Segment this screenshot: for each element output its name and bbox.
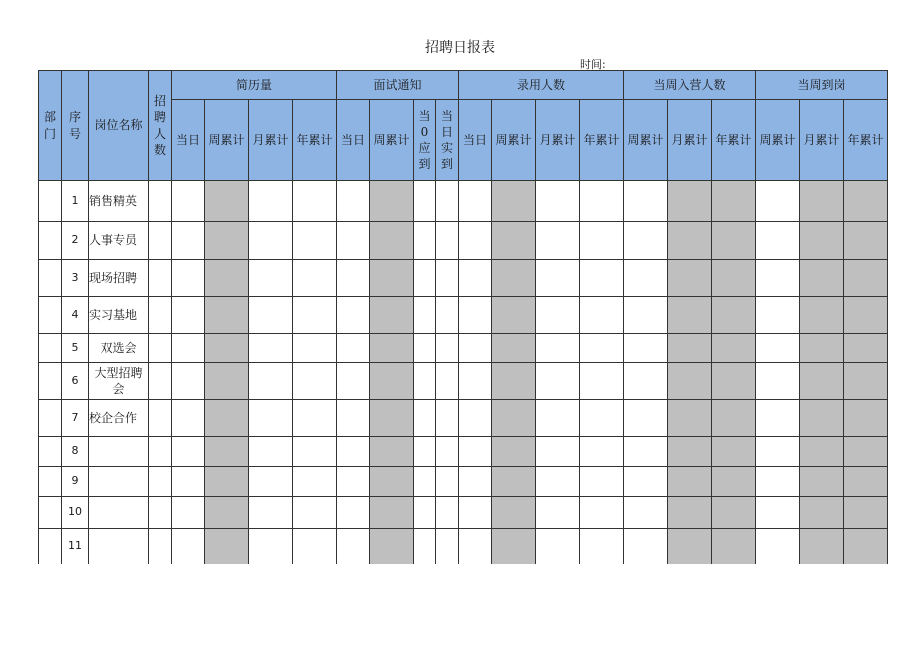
table-cell xyxy=(624,297,668,334)
table-cell xyxy=(149,334,172,363)
time-label: 时间: xyxy=(580,58,606,71)
table-cell xyxy=(844,437,888,467)
table-cell xyxy=(149,222,172,260)
table-cell xyxy=(436,222,459,260)
table-cell xyxy=(205,297,249,334)
table-cell xyxy=(436,363,459,400)
table-cell xyxy=(844,222,888,260)
table-cell xyxy=(459,181,492,222)
table-cell xyxy=(337,467,370,497)
table-cell xyxy=(492,222,536,260)
table-cell xyxy=(580,260,624,297)
table-cell xyxy=(414,467,436,497)
table-cell xyxy=(580,297,624,334)
interview-today-header: 当日 xyxy=(337,100,370,181)
table-cell xyxy=(414,334,436,363)
table-cell xyxy=(668,260,712,297)
dept-header: 部门 xyxy=(39,71,62,181)
table-cell xyxy=(293,222,337,260)
table-cell xyxy=(149,437,172,467)
table-cell xyxy=(580,363,624,400)
table-cell xyxy=(580,437,624,467)
table-cell xyxy=(414,181,436,222)
table-cell xyxy=(844,181,888,222)
table-cell xyxy=(205,222,249,260)
table-cell xyxy=(293,467,337,497)
row-position: 人事专员 xyxy=(89,222,149,260)
table-cell xyxy=(172,497,205,529)
onboard-year-header: 年累计 xyxy=(844,100,888,181)
table-cell xyxy=(436,529,459,564)
table-cell xyxy=(536,529,580,564)
table-cell xyxy=(712,497,756,529)
table-cell xyxy=(536,222,580,260)
table-row xyxy=(39,497,888,529)
table-cell xyxy=(205,181,249,222)
table-cell xyxy=(172,400,205,437)
week-onboard-group-header: 当周到岗 xyxy=(756,71,888,100)
table-cell xyxy=(249,437,293,467)
table-cell xyxy=(459,260,492,297)
row-position xyxy=(89,529,149,564)
table-cell xyxy=(337,334,370,363)
table-cell xyxy=(536,467,580,497)
table-cell xyxy=(337,222,370,260)
table-cell xyxy=(624,334,668,363)
row-seq: 9 xyxy=(62,467,89,497)
table-cell xyxy=(492,181,536,222)
row-seq: 3 xyxy=(62,260,89,297)
table-cell xyxy=(172,222,205,260)
table-cell xyxy=(580,497,624,529)
table-cell xyxy=(39,529,62,564)
table-cell xyxy=(39,400,62,437)
row-seq: 4 xyxy=(62,297,89,334)
table-cell xyxy=(39,467,62,497)
table-cell xyxy=(172,467,205,497)
table-cell xyxy=(492,363,536,400)
table-cell xyxy=(370,181,414,222)
table-cell xyxy=(337,181,370,222)
table-cell xyxy=(436,437,459,467)
table-cell xyxy=(712,181,756,222)
table-cell xyxy=(293,400,337,437)
report-title: 招聘日报表 xyxy=(425,40,495,56)
table-cell xyxy=(172,334,205,363)
table-cell xyxy=(800,363,844,400)
table-cell xyxy=(580,181,624,222)
table-cell xyxy=(492,529,536,564)
table-cell xyxy=(337,529,370,564)
table-cell xyxy=(624,400,668,437)
table-cell xyxy=(149,297,172,334)
table-cell xyxy=(293,363,337,400)
row-seq: 10 xyxy=(62,497,89,529)
table-cell xyxy=(205,437,249,467)
week-join-group-header: 当周入营人数 xyxy=(624,71,756,100)
table-cell xyxy=(459,334,492,363)
table-cell xyxy=(414,297,436,334)
table-cell xyxy=(668,400,712,437)
table-cell xyxy=(293,260,337,297)
table-cell xyxy=(536,437,580,467)
table-cell xyxy=(712,260,756,297)
hired-week-header: 周累计 xyxy=(492,100,536,181)
table-cell xyxy=(844,497,888,529)
table-cell xyxy=(668,181,712,222)
table-row xyxy=(39,260,888,297)
table-cell xyxy=(293,529,337,564)
join-year-header: 年累计 xyxy=(712,100,756,181)
table-row xyxy=(39,181,888,222)
table-cell xyxy=(800,437,844,467)
table-cell xyxy=(756,181,800,222)
table-cell xyxy=(800,181,844,222)
table-cell xyxy=(844,334,888,363)
table-cell xyxy=(800,334,844,363)
table-cell xyxy=(536,260,580,297)
table-cell xyxy=(624,467,668,497)
hired-group-header: 录用人数 xyxy=(459,71,624,100)
join-week-header: 周累计 xyxy=(624,100,668,181)
table-cell xyxy=(414,400,436,437)
table-cell xyxy=(414,497,436,529)
table-cell xyxy=(624,363,668,400)
table-cell xyxy=(459,297,492,334)
row-position: 双选会 xyxy=(89,334,149,363)
table-cell xyxy=(712,437,756,467)
table-cell xyxy=(249,297,293,334)
table-cell xyxy=(370,222,414,260)
table-cell xyxy=(459,363,492,400)
table-cell xyxy=(436,400,459,437)
row-position: 销售精英 xyxy=(89,181,149,222)
table-cell xyxy=(293,297,337,334)
row-position: 现场招聘 xyxy=(89,260,149,297)
table-cell xyxy=(844,529,888,564)
table-cell xyxy=(492,467,536,497)
row-seq: 7 xyxy=(62,400,89,437)
table-cell xyxy=(712,222,756,260)
table-cell xyxy=(580,334,624,363)
table-cell xyxy=(205,529,249,564)
interview-week-header: 周累计 xyxy=(370,100,414,181)
table-cell xyxy=(536,181,580,222)
table-row xyxy=(39,529,888,564)
table-cell xyxy=(580,400,624,437)
row-seq: 1 xyxy=(62,181,89,222)
table-cell xyxy=(459,400,492,437)
table-cell xyxy=(668,297,712,334)
table-cell xyxy=(800,260,844,297)
table-cell xyxy=(624,222,668,260)
table-cell xyxy=(712,297,756,334)
table-cell xyxy=(436,297,459,334)
table-cell xyxy=(459,497,492,529)
table-cell xyxy=(492,437,536,467)
table-cell xyxy=(39,497,62,529)
table-cell xyxy=(149,181,172,222)
row-position: 实习基地 xyxy=(89,297,149,334)
table-row xyxy=(39,222,888,260)
table-cell xyxy=(756,497,800,529)
table-row xyxy=(39,400,888,437)
table-cell xyxy=(370,437,414,467)
resume-month-header: 月累计 xyxy=(249,100,293,181)
table-cell xyxy=(436,181,459,222)
table-cell xyxy=(249,222,293,260)
table-cell xyxy=(800,497,844,529)
table-cell xyxy=(149,400,172,437)
table-cell xyxy=(39,437,62,467)
table-cell xyxy=(370,334,414,363)
table-cell xyxy=(756,363,800,400)
onboard-month-header: 月累计 xyxy=(800,100,844,181)
row-seq: 11 xyxy=(62,529,89,564)
resume-group-header: 简历量 xyxy=(172,71,337,100)
table-cell xyxy=(712,334,756,363)
table-cell xyxy=(149,467,172,497)
table-cell xyxy=(436,334,459,363)
table-cell xyxy=(39,334,62,363)
table-cell xyxy=(536,363,580,400)
resume-week-header: 周累计 xyxy=(205,100,249,181)
table-cell xyxy=(172,437,205,467)
table-cell xyxy=(800,529,844,564)
table-cell xyxy=(172,363,205,400)
table-cell xyxy=(668,222,712,260)
table-cell xyxy=(844,363,888,400)
table-cell xyxy=(436,497,459,529)
table-cell xyxy=(844,297,888,334)
table-cell xyxy=(492,497,536,529)
table-cell xyxy=(668,363,712,400)
table-cell xyxy=(370,260,414,297)
table-cell xyxy=(205,334,249,363)
table-cell xyxy=(580,467,624,497)
recruit-count-header: 招聘人数 xyxy=(149,71,172,181)
row-position xyxy=(89,437,149,467)
table-cell xyxy=(712,400,756,437)
interview-group-header: 面试通知 xyxy=(337,71,459,100)
table-cell xyxy=(668,467,712,497)
table-cell xyxy=(844,467,888,497)
row-position xyxy=(89,497,149,529)
table-cell xyxy=(436,260,459,297)
table-cell xyxy=(436,467,459,497)
table-cell xyxy=(492,297,536,334)
table-cell xyxy=(293,497,337,529)
table-cell xyxy=(536,497,580,529)
table-cell xyxy=(370,297,414,334)
table-cell xyxy=(712,363,756,400)
position-header: 岗位名称 xyxy=(89,71,149,181)
table-cell xyxy=(756,260,800,297)
table-cell xyxy=(370,363,414,400)
table-cell xyxy=(249,363,293,400)
table-cell xyxy=(370,400,414,437)
resume-today-header: 当日 xyxy=(172,100,205,181)
join-month-header: 月累计 xyxy=(668,100,712,181)
table-cell xyxy=(756,222,800,260)
table-cell xyxy=(492,334,536,363)
table-cell xyxy=(580,222,624,260)
table-cell xyxy=(536,334,580,363)
table-cell xyxy=(492,400,536,437)
table-cell xyxy=(756,467,800,497)
table-cell xyxy=(337,297,370,334)
table-cell xyxy=(580,529,624,564)
table-cell xyxy=(624,437,668,467)
table-cell xyxy=(249,529,293,564)
table-cell xyxy=(337,437,370,467)
seq-header: 序号 xyxy=(62,71,89,181)
table-cell xyxy=(668,334,712,363)
table-cell xyxy=(712,467,756,497)
onboard-week-header: 周累计 xyxy=(756,100,800,181)
table-cell xyxy=(624,497,668,529)
table-cell xyxy=(756,297,800,334)
table-cell xyxy=(800,400,844,437)
table-cell xyxy=(492,260,536,297)
table-cell xyxy=(668,437,712,467)
table-cell xyxy=(249,334,293,363)
table-cell xyxy=(39,297,62,334)
table-cell xyxy=(459,222,492,260)
interview-expected-header: 当0应到 xyxy=(414,100,436,181)
table-cell xyxy=(293,437,337,467)
hired-today-header: 当日 xyxy=(459,100,492,181)
table-cell xyxy=(149,529,172,564)
table-cell xyxy=(249,400,293,437)
table-cell xyxy=(800,222,844,260)
hired-year-header: 年累计 xyxy=(580,100,624,181)
table-cell xyxy=(249,497,293,529)
row-seq: 5 xyxy=(62,334,89,363)
table-cell xyxy=(800,297,844,334)
table-cell xyxy=(172,181,205,222)
table-cell xyxy=(844,400,888,437)
table-cell xyxy=(459,529,492,564)
table-cell xyxy=(370,467,414,497)
table-cell xyxy=(414,260,436,297)
interview-actual-header: 当日实到 xyxy=(436,100,459,181)
table-cell xyxy=(624,181,668,222)
table-cell xyxy=(756,334,800,363)
table-cell xyxy=(149,363,172,400)
table-cell xyxy=(756,437,800,467)
table-cell xyxy=(414,529,436,564)
table-cell xyxy=(205,467,249,497)
table-cell xyxy=(39,260,62,297)
hired-month-header: 月累计 xyxy=(536,100,580,181)
table-cell xyxy=(39,181,62,222)
recruitment-table xyxy=(38,70,888,564)
table-body xyxy=(39,181,888,564)
table-cell xyxy=(249,260,293,297)
row-seq: 6 xyxy=(62,363,89,400)
table-cell xyxy=(337,497,370,529)
table-cell xyxy=(293,334,337,363)
table-cell xyxy=(172,529,205,564)
row-position: 大型招聘会 xyxy=(89,363,149,400)
table-cell xyxy=(293,181,337,222)
row-position: 校企合作 xyxy=(89,400,149,437)
table-cell xyxy=(149,260,172,297)
table-cell xyxy=(536,400,580,437)
table-cell xyxy=(205,400,249,437)
table-cell xyxy=(536,297,580,334)
table-cell xyxy=(337,260,370,297)
table-cell xyxy=(459,437,492,467)
table-row xyxy=(39,334,888,363)
resume-year-header: 年累计 xyxy=(293,100,337,181)
table-cell xyxy=(149,497,172,529)
table-cell xyxy=(370,497,414,529)
table-row xyxy=(39,297,888,334)
table-cell xyxy=(205,497,249,529)
table-cell xyxy=(172,297,205,334)
table-cell xyxy=(205,260,249,297)
table-cell xyxy=(668,497,712,529)
table-cell xyxy=(39,222,62,260)
table-cell xyxy=(205,363,249,400)
table-cell xyxy=(39,363,62,400)
table-row xyxy=(39,437,888,467)
table-cell xyxy=(756,529,800,564)
table-cell xyxy=(414,363,436,400)
table-cell xyxy=(249,181,293,222)
table-cell xyxy=(844,260,888,297)
table-cell xyxy=(756,400,800,437)
table-cell xyxy=(414,437,436,467)
table-cell xyxy=(668,529,712,564)
table-cell xyxy=(624,529,668,564)
table-row xyxy=(39,363,888,400)
table-cell xyxy=(370,529,414,564)
table-cell xyxy=(337,363,370,400)
table-cell xyxy=(624,260,668,297)
table-cell xyxy=(414,222,436,260)
table-cell xyxy=(249,467,293,497)
table-row xyxy=(39,467,888,497)
table-cell xyxy=(337,400,370,437)
table-cell xyxy=(172,260,205,297)
table-cell xyxy=(800,467,844,497)
row-position xyxy=(89,467,149,497)
table-cell xyxy=(459,467,492,497)
table-cell xyxy=(712,529,756,564)
row-seq: 8 xyxy=(62,437,89,467)
row-seq: 2 xyxy=(62,222,89,260)
